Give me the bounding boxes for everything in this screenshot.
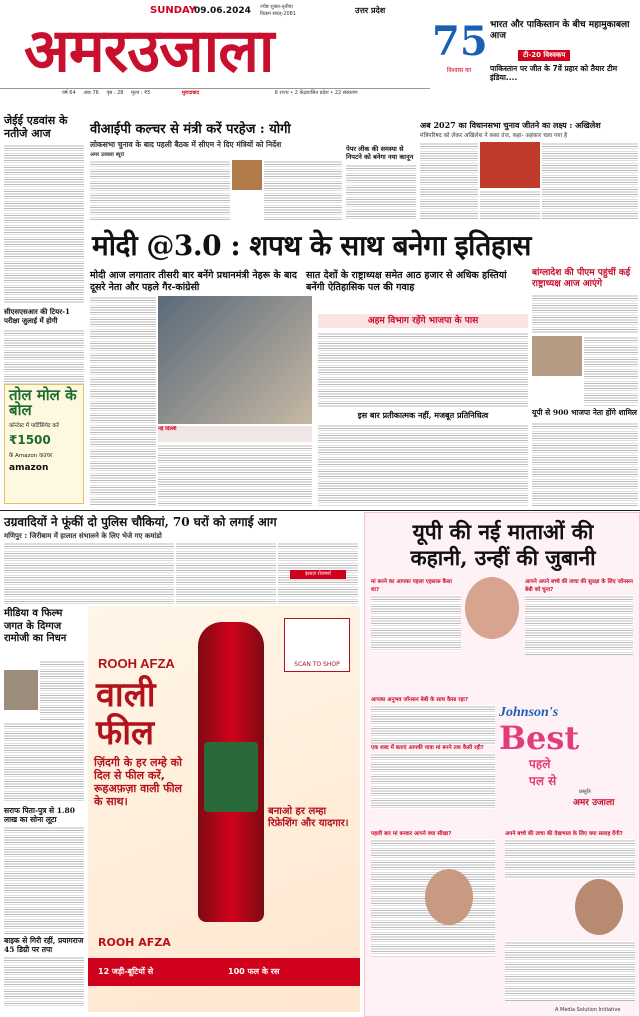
question-4: एक शब्द में बताएं आपकी यात्रा मां बनने तक कैसी रही?: [371, 745, 484, 751]
ramoji-photo: [4, 670, 38, 710]
akhilesh-text2: [542, 142, 638, 220]
pehle-text: पहले: [529, 757, 551, 771]
ad-tagline: ज़िंदगी के हर लम्हे को दिल से फील करें, रूहअफ़ज़ा वाली फील के साथ।: [94, 756, 183, 808]
ad-slogan: वाली फील: [96, 675, 156, 753]
mother-photo-1: [465, 577, 519, 639]
robbery-headline: सराफ पिता-पुत्र से 1.80 लाख का सोना लूटा: [4, 806, 75, 824]
answer-3: [371, 705, 495, 745]
lead-story-text2: [158, 444, 312, 506]
bottle-label: [204, 742, 258, 812]
ramoji-text: [40, 660, 84, 720]
akhilesh-text3: [480, 190, 540, 220]
contest-prize-amount: 1500: [17, 433, 51, 447]
samvat-label: विक्रम संवत्-2081: [260, 11, 297, 17]
yogi-story-text: [90, 160, 230, 220]
up-leaders-text: [532, 422, 638, 506]
left-story-text: [4, 144, 84, 304]
promo-subtitle: पाकिस्तान पर जीत के 7वें प्रहार को तैयार टीम इंडिया....: [490, 64, 618, 82]
state-edition: उत्तर प्रदेश: [355, 6, 386, 15]
feature-q2: [525, 577, 633, 655]
representation-text: [318, 424, 528, 506]
day-label: SUNDAY: [150, 5, 197, 16]
anniversary-badge: [432, 18, 486, 88]
bjp-ministry-banner: अहम विभाग रहेंगे भाजपा के पास: [318, 314, 528, 328]
strip-pages: पृष्ठ : 28: [106, 90, 124, 96]
hasina-photo: [532, 336, 582, 376]
question-3: आपका अनुभव जॉनसन बेबी के साथ कैसा रहा?: [371, 697, 469, 703]
scan-code[interactable]: SCAN TO SHOP: [284, 618, 350, 672]
lead-story-text: [90, 296, 156, 506]
heat-headline: बाइक से गिरी रहीं, प्रयागराज 45 डिग्री पर तपा: [4, 936, 84, 954]
left-headline-cssr: सीएसएसआर की टियर-1 परीक्षा जुलाई में होगी: [4, 307, 70, 325]
manipur-text2: [176, 542, 276, 604]
ad-herbs: 12 जड़ी-बूटियों से: [98, 967, 154, 976]
masthead-strip: [0, 88, 430, 98]
contest-prize-suffix: के Amazon वाउचर: [9, 453, 53, 459]
contest-title: तोल मोल के बोल: [9, 386, 77, 419]
strip-issue: अंक 76: [83, 90, 99, 96]
answer-2: [525, 595, 633, 655]
best-text: Best: [499, 719, 580, 757]
robbery-text: [4, 826, 84, 934]
akhilesh-text1: [420, 142, 478, 220]
answer-7: [505, 941, 635, 1001]
question-6: अपने बच्चे की त्वचा की देखभाल के लिए क्या सलाह देंगी?: [505, 831, 623, 837]
city-edition: मुरादाबाद: [182, 90, 200, 96]
yogi-deck: लोकसभा चुनाव के बाद पहली बैठक में सीएम ने दिए मंत्रियों को निर्देश: [90, 140, 282, 149]
ministry-text: [318, 332, 528, 408]
akhilesh-headline: अब 2027 का विधानसभा चुनाव जीतने का लक्ष्य : अखिलेश: [420, 120, 601, 130]
rooh-afza-ad[interactable]: [88, 606, 360, 1012]
bottle-image: [198, 622, 264, 922]
paper-leak-headline: पेपर लीक की समस्या से निपटने को बनेगा नया कानून: [346, 145, 414, 161]
lead-headline: मोदी @3.0 : शपथ के साथ बनेगा इतिहास: [92, 229, 531, 262]
newspaper-logo: अमरउजाला: [24, 16, 274, 86]
bangladesh-headline: बांग्लादेश की पीएम पहुंचीं कई राष्ट्राध्यक्ष आज आएंगे: [532, 268, 631, 289]
ad-tagline-2: बनाओ हर लम्हा रिफ्रेशिंग और यादगार।: [268, 806, 349, 829]
answer-1: [371, 595, 461, 651]
akhilesh-photo: [480, 142, 540, 188]
manipur-text: [4, 542, 174, 604]
bangladesh-text: [532, 294, 638, 334]
johnsons-logo: [499, 705, 629, 815]
caption-dateline: नई दिल्ली: [158, 426, 177, 432]
feature-q1: [371, 577, 461, 651]
feature-q4: [371, 743, 495, 809]
pal-se-text: पल से: [529, 774, 557, 788]
ramoji-text2: [4, 722, 84, 802]
heat-text: [4, 956, 84, 1006]
masthead: [0, 0, 640, 98]
amar-ujala-mark: अमर उजाला: [573, 798, 615, 808]
contest-prize: ₹1500: [9, 433, 51, 447]
question-2: आपने अपने बच्चे की त्वचा की सुरक्षा के लिए जॉनसन बेबी को चुना?: [525, 579, 633, 593]
johnsons-brand: Johnson's: [499, 705, 559, 720]
tithi-label: ज्येष्ठ शुक्ल-तृतीया: [260, 4, 293, 10]
lead-deck-right: सात देशों के राष्ट्राध्यक्ष समेत आठ हजार से अधिक हस्तियां बनेंगी ऐतिहासिक पल की गवाह: [306, 270, 507, 293]
edition-count: 6 राज्य • 2 केंद्रशासित प्रदेश • 22 संस्करण: [274, 90, 358, 96]
question-1: मां बनने का आपका पहला एहसास कैसा था?: [371, 579, 452, 593]
bangladesh-text2: [584, 336, 638, 406]
paper-leak-text: [346, 164, 416, 220]
ad-footer-brand: ROOH AFZA: [98, 936, 171, 949]
representation-headline: इस बार प्रतीकात्मक नहीं, मजबूत प्रतिनिधित्व: [357, 410, 489, 420]
promo-box[interactable]: [490, 20, 640, 94]
modi-photo-caption: [158, 426, 312, 442]
manipur-deck: मणिपुर : जिरीबाम में हालात संभालने के लिए भेजे गए कमांडो: [4, 532, 162, 540]
contest-subtitle: कॉन्टेस्ट में पार्टिसिपेट करें: [9, 423, 59, 429]
ramoji-headline: मीडिया व फिल्म जगत के दिग्गज रामोजी का निधन: [4, 608, 67, 644]
answer-6: [505, 839, 635, 879]
amazon-logo: amazon: [9, 463, 49, 473]
contest-ad[interactable]: [4, 384, 84, 504]
powered-by: प्रस्तुति: [579, 789, 591, 795]
yogi-story-text2: [264, 160, 342, 220]
question-5: पहली बार मां बनकर आपने क्या सीखा?: [371, 831, 452, 837]
date-label: 09.06.2024: [194, 6, 251, 16]
manipur-headline: उग्रवादियों ने फूंकीं दो पुलिस चौकियां, 70 घरों को लगाई आग: [4, 515, 277, 529]
johnsons-feature[interactable]: [364, 512, 640, 1017]
answer-4: [371, 753, 495, 809]
anniversary-number: 75: [432, 18, 488, 65]
strip-price: मूल्य : ₹5: [131, 90, 151, 96]
promo-title: भारत और पाकिस्तान के बीच महामुकाबला आज: [490, 20, 630, 41]
feature-title-1: यूपी की नई माताओं की: [412, 519, 594, 544]
manipur-inset-tag: इलाज़ रोजमर्रा: [290, 570, 346, 579]
modi-photo: [158, 296, 312, 424]
promo-tag: टी-20 विश्वकप: [518, 50, 570, 61]
ad-fruits: 100 फल के रस: [228, 967, 280, 976]
media-credit: A Media Solution Initiative: [555, 1007, 621, 1013]
yogi-photo: [232, 160, 262, 190]
anniversary-subtitle: विश्वास का: [446, 67, 472, 74]
yogi-headline: वीआईपी कल्चर से मंत्री करें परहेज : योगी: [90, 122, 291, 137]
rooh-afza-brand: ROOH AFZA: [98, 656, 175, 671]
akhilesh-deck: मंत्रिपरिषद को लेकर अखिलेश ने कसा तंज, कहा- अहंकार चला गया है: [420, 133, 568, 139]
feature-q3: [371, 695, 495, 745]
mother-photo-4: [575, 879, 623, 935]
feature-q6: [505, 829, 635, 879]
feature-title-2: कहानी, उन्हीं की जुबानी: [410, 545, 596, 570]
ad-footer-strip: [88, 958, 360, 986]
mother-photo-3: [425, 869, 473, 925]
lead-deck-left: मोदी आज लगातार तीसरी बार बनेंगे प्रधानमंत्री नेहरू के बाद दूसरे नेता और पहले गैर-कांग्रेसी: [90, 270, 297, 293]
yogi-byline: अमर उजाला ब्यूरो: [90, 152, 124, 158]
strip-year: वर्ष 64: [62, 90, 76, 96]
fold-divider: [0, 510, 640, 511]
left-headline-jee: जेईई एडवांस के नतीजे आज: [4, 114, 68, 140]
up-leaders-headline: यूपी से 900 भाजपा नेता होंगे शामिल: [532, 408, 638, 417]
